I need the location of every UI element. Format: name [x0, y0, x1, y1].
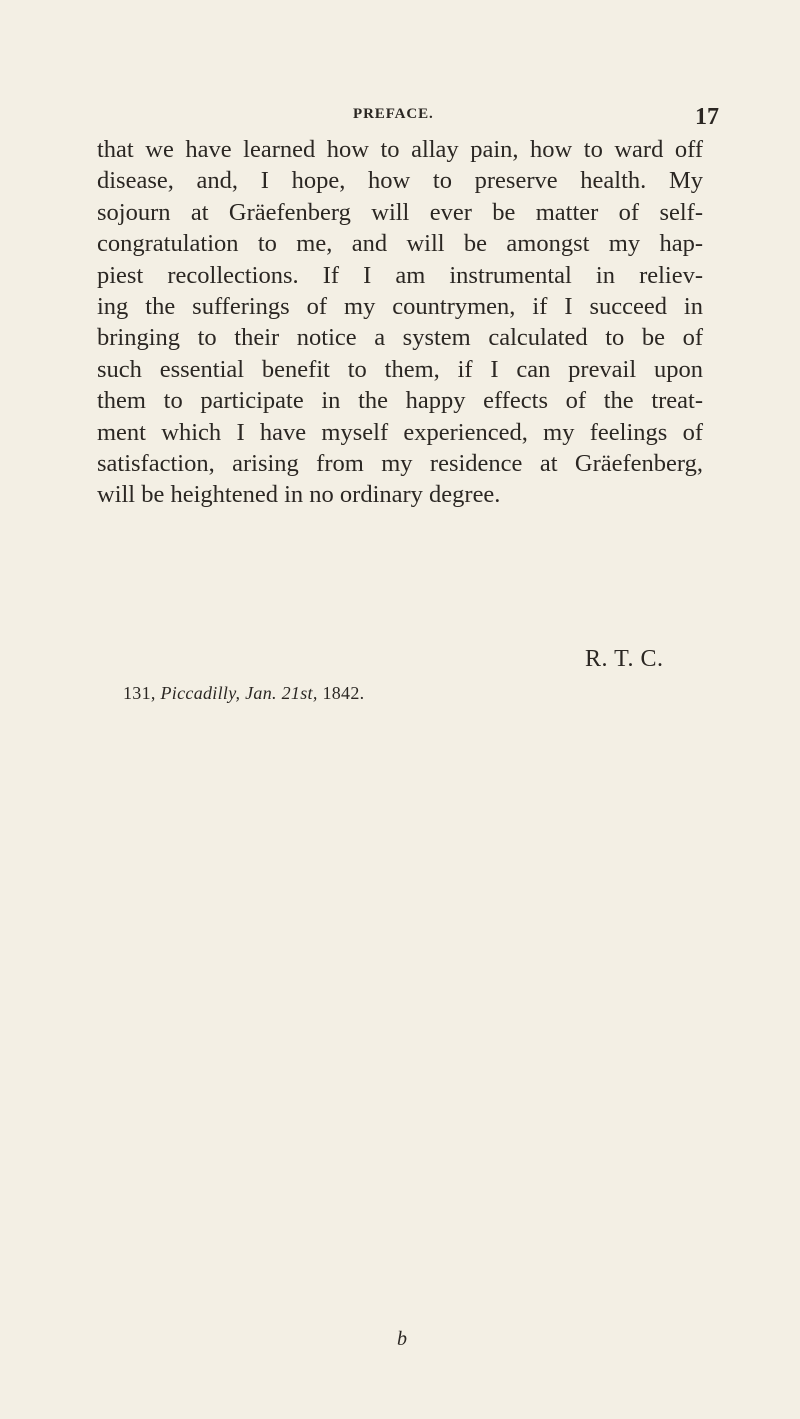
author-initials: R. T. C.	[585, 646, 664, 672]
text-line: ment which I have myself experienced, my feelings of	[97, 418, 703, 446]
body-paragraph	[97, 134, 703, 511]
address-number: 131,	[123, 683, 156, 703]
text-line: satisfaction, arising from my residence at Gräefenberg,	[97, 450, 703, 478]
text-line: bringing to their notice a system calculated to be of	[97, 324, 703, 352]
page-header	[0, 104, 800, 134]
text-line: piest recollections. If I am instrumental in reliev-	[97, 261, 703, 289]
text-line: will be heightened in no ordinary degree.	[97, 481, 501, 509]
text-line: such essential benefit to them, if I can prevail upon	[97, 355, 703, 383]
page-number: 17	[695, 104, 719, 130]
date-year: 1842.	[322, 683, 365, 703]
address-street: Piccadilly,	[160, 683, 241, 703]
text-line: that we have learned how to allay pain, how to ward off	[97, 136, 703, 163]
text-line: sojourn at Gräefenberg will ever be matter of self-	[97, 198, 703, 226]
text-line: congratulation to me, and will be amongst my hap-	[97, 230, 703, 258]
running-head: PREFACE.	[353, 106, 434, 122]
printer-signature-mark: b	[397, 1328, 407, 1350]
date-day: 21st,	[281, 683, 318, 703]
text-line: disease, and, I hope, how to preserve health. My	[97, 167, 703, 195]
date-month: Jan.	[245, 683, 277, 703]
dateline	[123, 683, 364, 704]
text-line: them to participate in the happy effects of the treat-	[97, 387, 703, 415]
text-line: ing the sufferings of my countrymen, if I succeed in	[97, 293, 703, 321]
